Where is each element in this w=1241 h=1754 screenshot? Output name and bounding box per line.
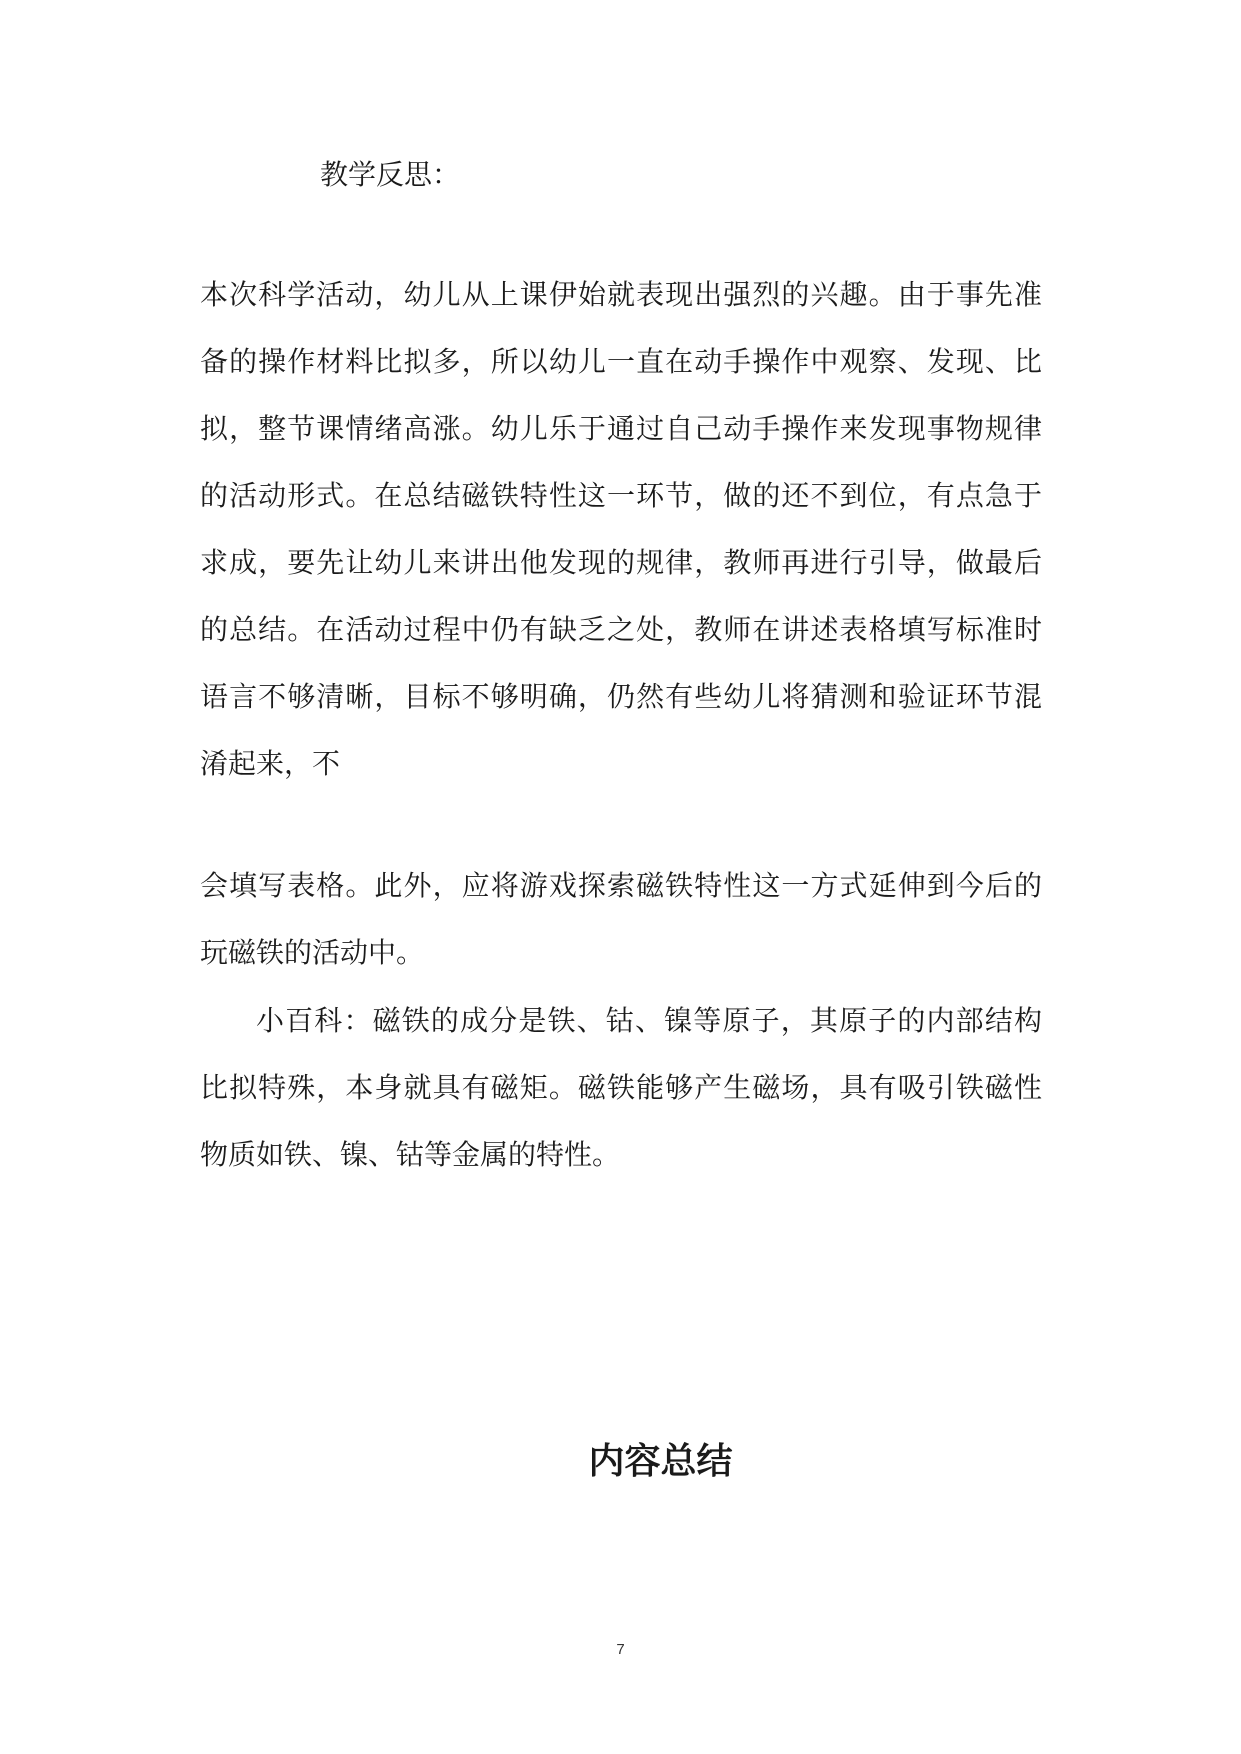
continuation-line-2: 玩磁铁的活动中。	[200, 936, 425, 969]
reflection-line-1: 本次科学活动，幼儿从上课伊始就表现出强烈的兴趣。由于事先准	[200, 278, 1042, 311]
reflection-heading: 教学反思：	[320, 158, 461, 191]
encyclopedia-line-1: 小百科：磁铁的成分是铁、钴、镍等原子，其原子的内部结构	[256, 1004, 1042, 1037]
reflection-line-5: 求成，要先让幼儿来讲出他发现的规律，教师再进行引导，做最后	[200, 546, 1042, 579]
page-number: 7	[616, 1641, 625, 1658]
encyclopedia-line-3: 物质如铁、镍、钴等金属的特性。	[200, 1138, 621, 1171]
reflection-line-6: 的总结。在活动过程中仍有缺乏之处，教师在讲述表格填写标准时	[200, 613, 1042, 646]
encyclopedia-line-2: 比拟特殊，本身就具有磁矩。磁铁能够产生磁场，具有吸引铁磁性	[200, 1071, 1042, 1104]
section-title: 内容总结	[588, 1441, 733, 1482]
reflection-line-4: 的活动形式。在总结磁铁特性这一环节，做的还不到位，有点急于	[200, 479, 1042, 512]
continuation-line-1: 会填写表格。此外，应将游戏探索磁铁特性这一方式延伸到今后的	[200, 869, 1042, 902]
reflection-line-7: 语言不够清晰，目标不够明确，仍然有些幼儿将猜测和验证环节混	[200, 680, 1042, 713]
reflection-line-8: 淆起来，不	[200, 747, 341, 780]
reflection-line-3: 拟，整节课情绪高涨。幼儿乐于通过自己动手操作来发现事物规律	[200, 412, 1042, 445]
reflection-line-2: 备的操作材料比拟多，所以幼儿一直在动手操作中观察、发现、比	[200, 345, 1042, 378]
